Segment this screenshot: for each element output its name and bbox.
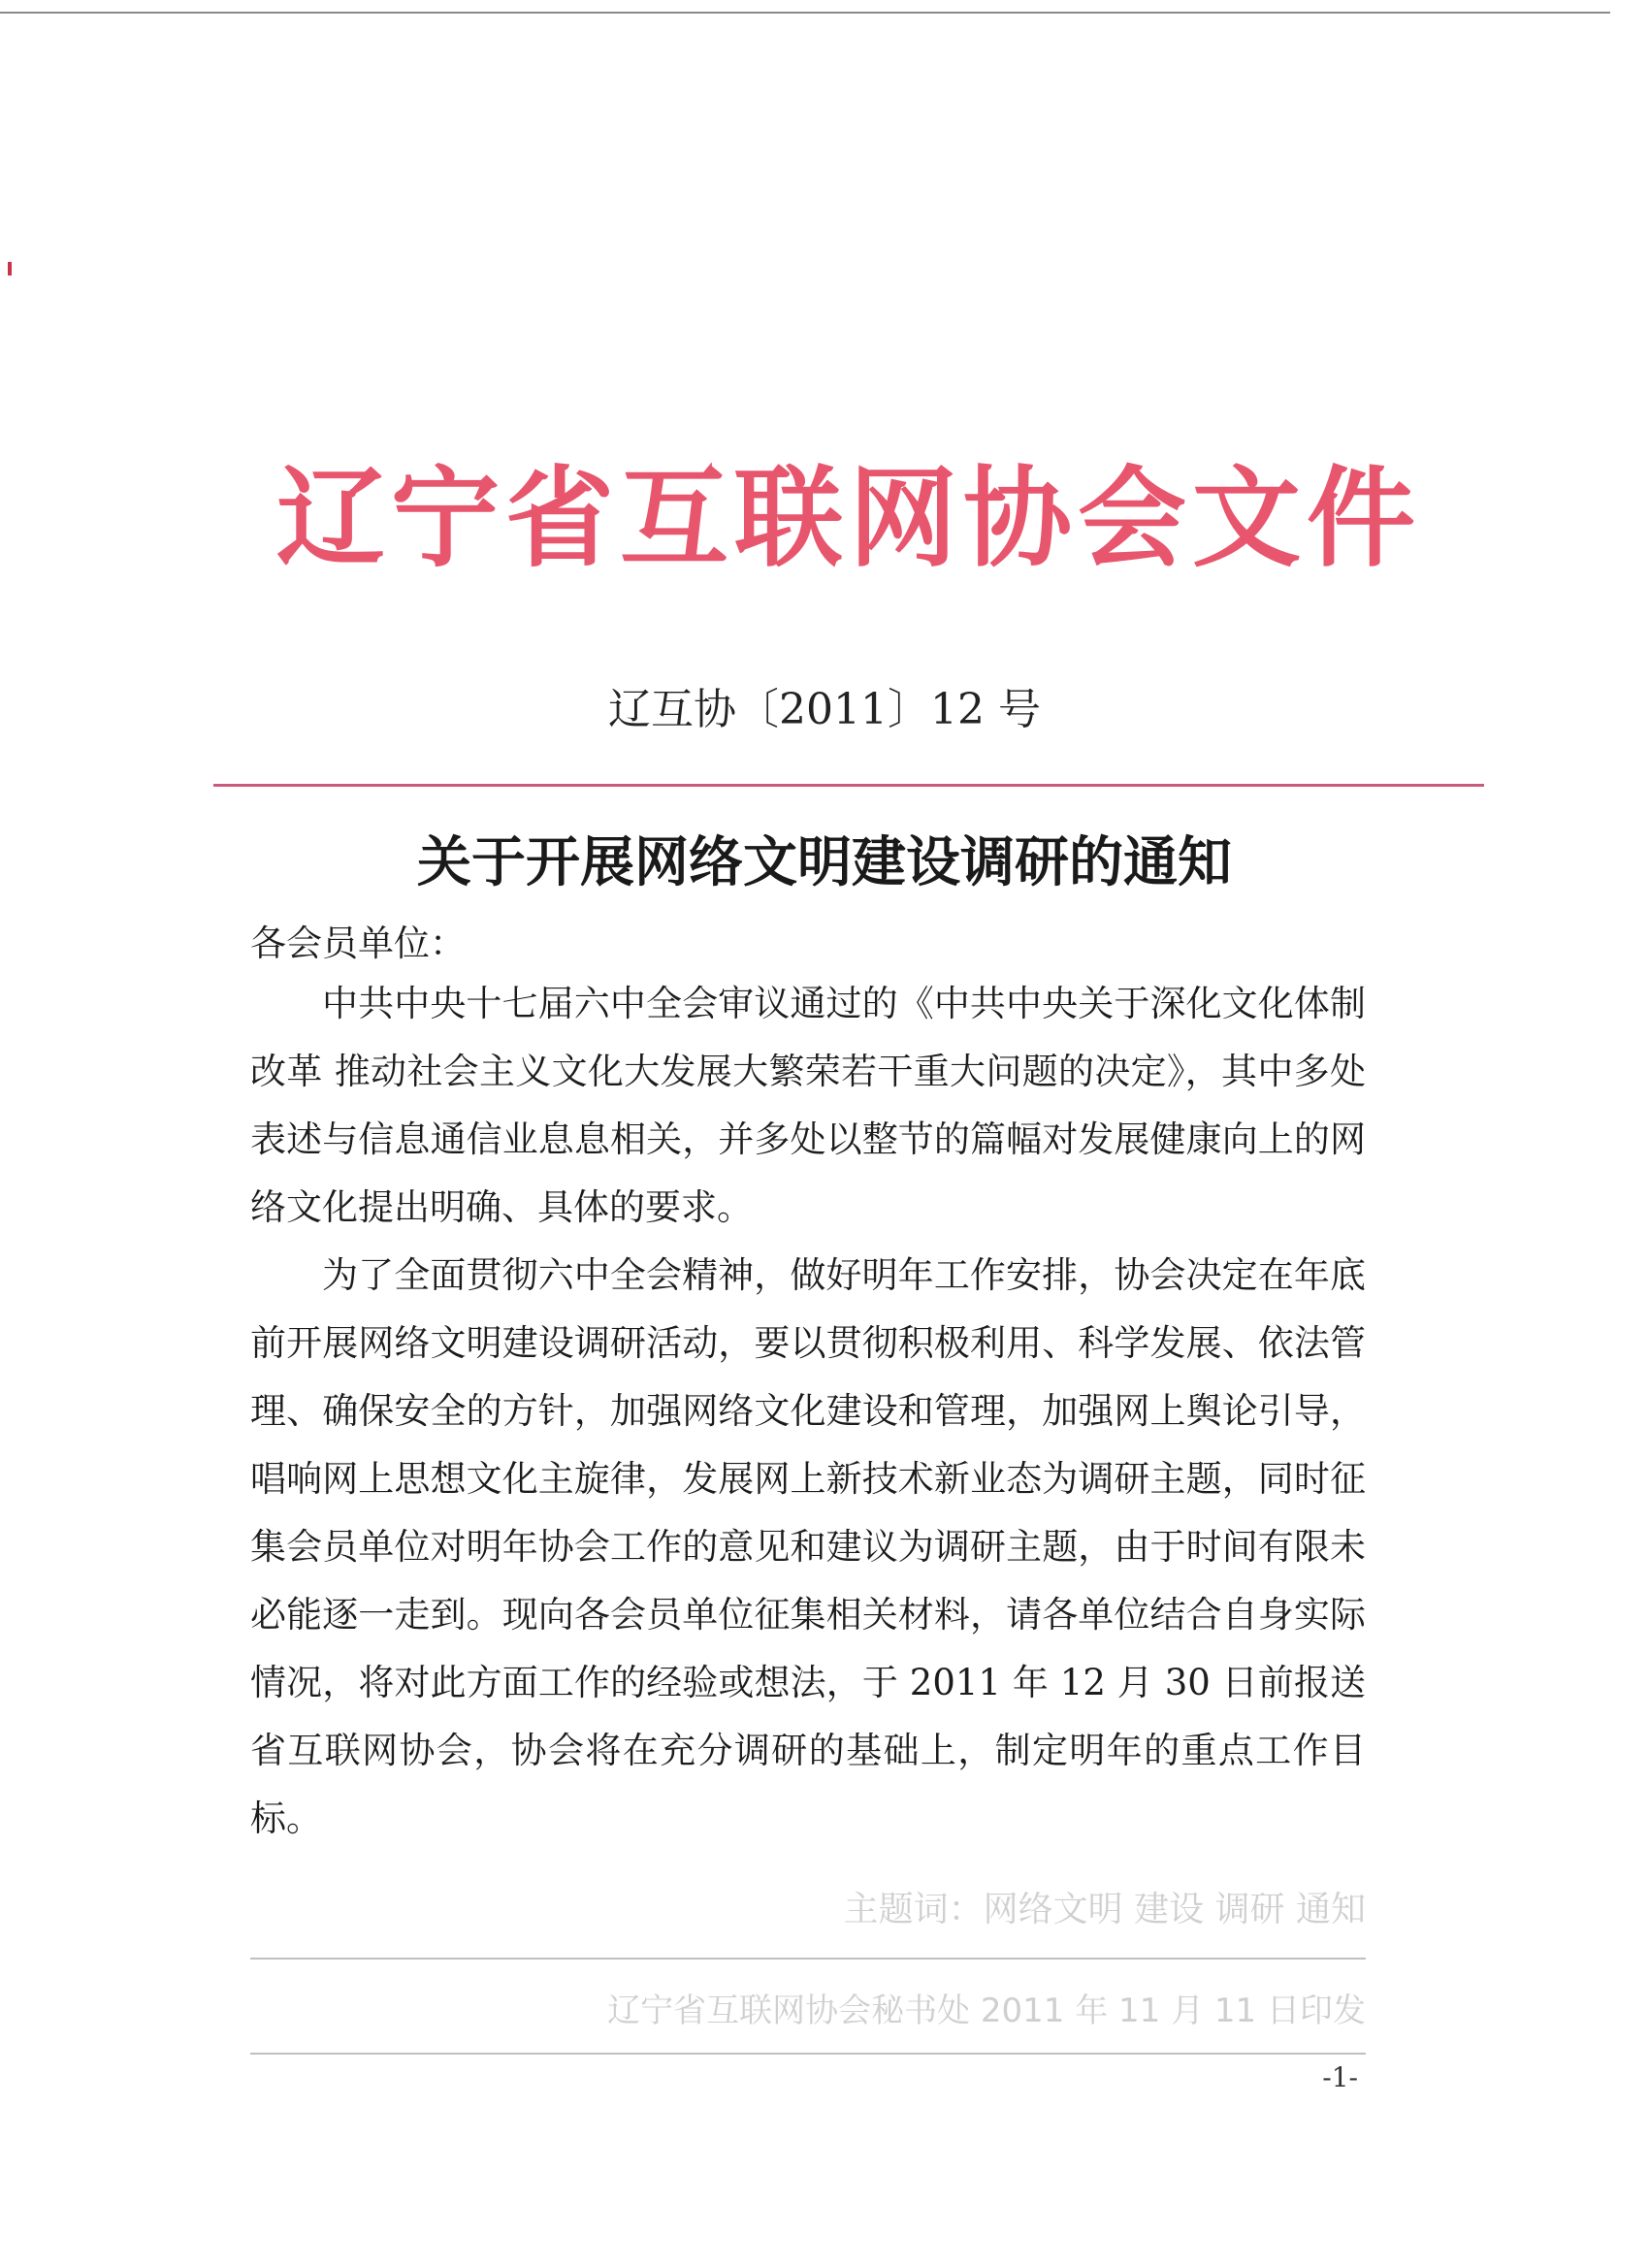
masthead-divider	[213, 784, 1484, 787]
footer-divider	[250, 1958, 1366, 1960]
subject-words: 主题词：网络文明 建设 调研 通知	[843, 1890, 1366, 1929]
page-number: -1-	[1322, 2061, 1358, 2093]
salutation: 各会员单位：	[250, 923, 466, 964]
notice-title: 关于开展网络文明建设调研的通知	[417, 831, 1232, 894]
body-paragraph: 为了全面贯彻六中全会精神，做好明年工作安排，协会决定在年底前开展网络文明建设调研活动，要以贯彻积极利用、科学发展、依法管理、确保安全的方针，加强网络文化建设和管理，加强网上舆论引导，唱响网上思想文化主旋律，发展网上新技术新业态为调研主题，同时征集会员单位对明年协会工作的意见和建议为调研主题，由于时间有限未必能逐一走到。现向各会员单位征集相关材料，请各单位结合自身实际情况，将对此方面工作的经验或想法，于 2011 年 12 月 30 日前报送省互联网协会，协会将在充分调研的基础上，制定明年的重点工作目标。	[250, 1254, 1366, 1839]
issuer-line: 辽宁省互联网协会秘书处 2011 年 11 月 11 日印发	[607, 1992, 1366, 2030]
scan-mark	[8, 262, 12, 275]
body-paragraph: 中共中央十七届六中全会审议通过的《中共中央关于深化文化体制改革 推动社会主义文化大发展大繁荣若干重大问题的决定》，其中多处表述与信息通信业息息相关，并多处以整节的篇幅对发展健康向上的网络文化提出明确、具体的要求。	[250, 983, 1366, 1228]
document-number: 辽互协〔2011〕12 号	[608, 685, 1041, 734]
footer-divider	[250, 2053, 1366, 2055]
notice-body	[250, 970, 1366, 1853]
document-masthead: 辽宁省互联网协会文件	[276, 456, 1421, 582]
scan-edge-line	[0, 12, 1610, 14]
